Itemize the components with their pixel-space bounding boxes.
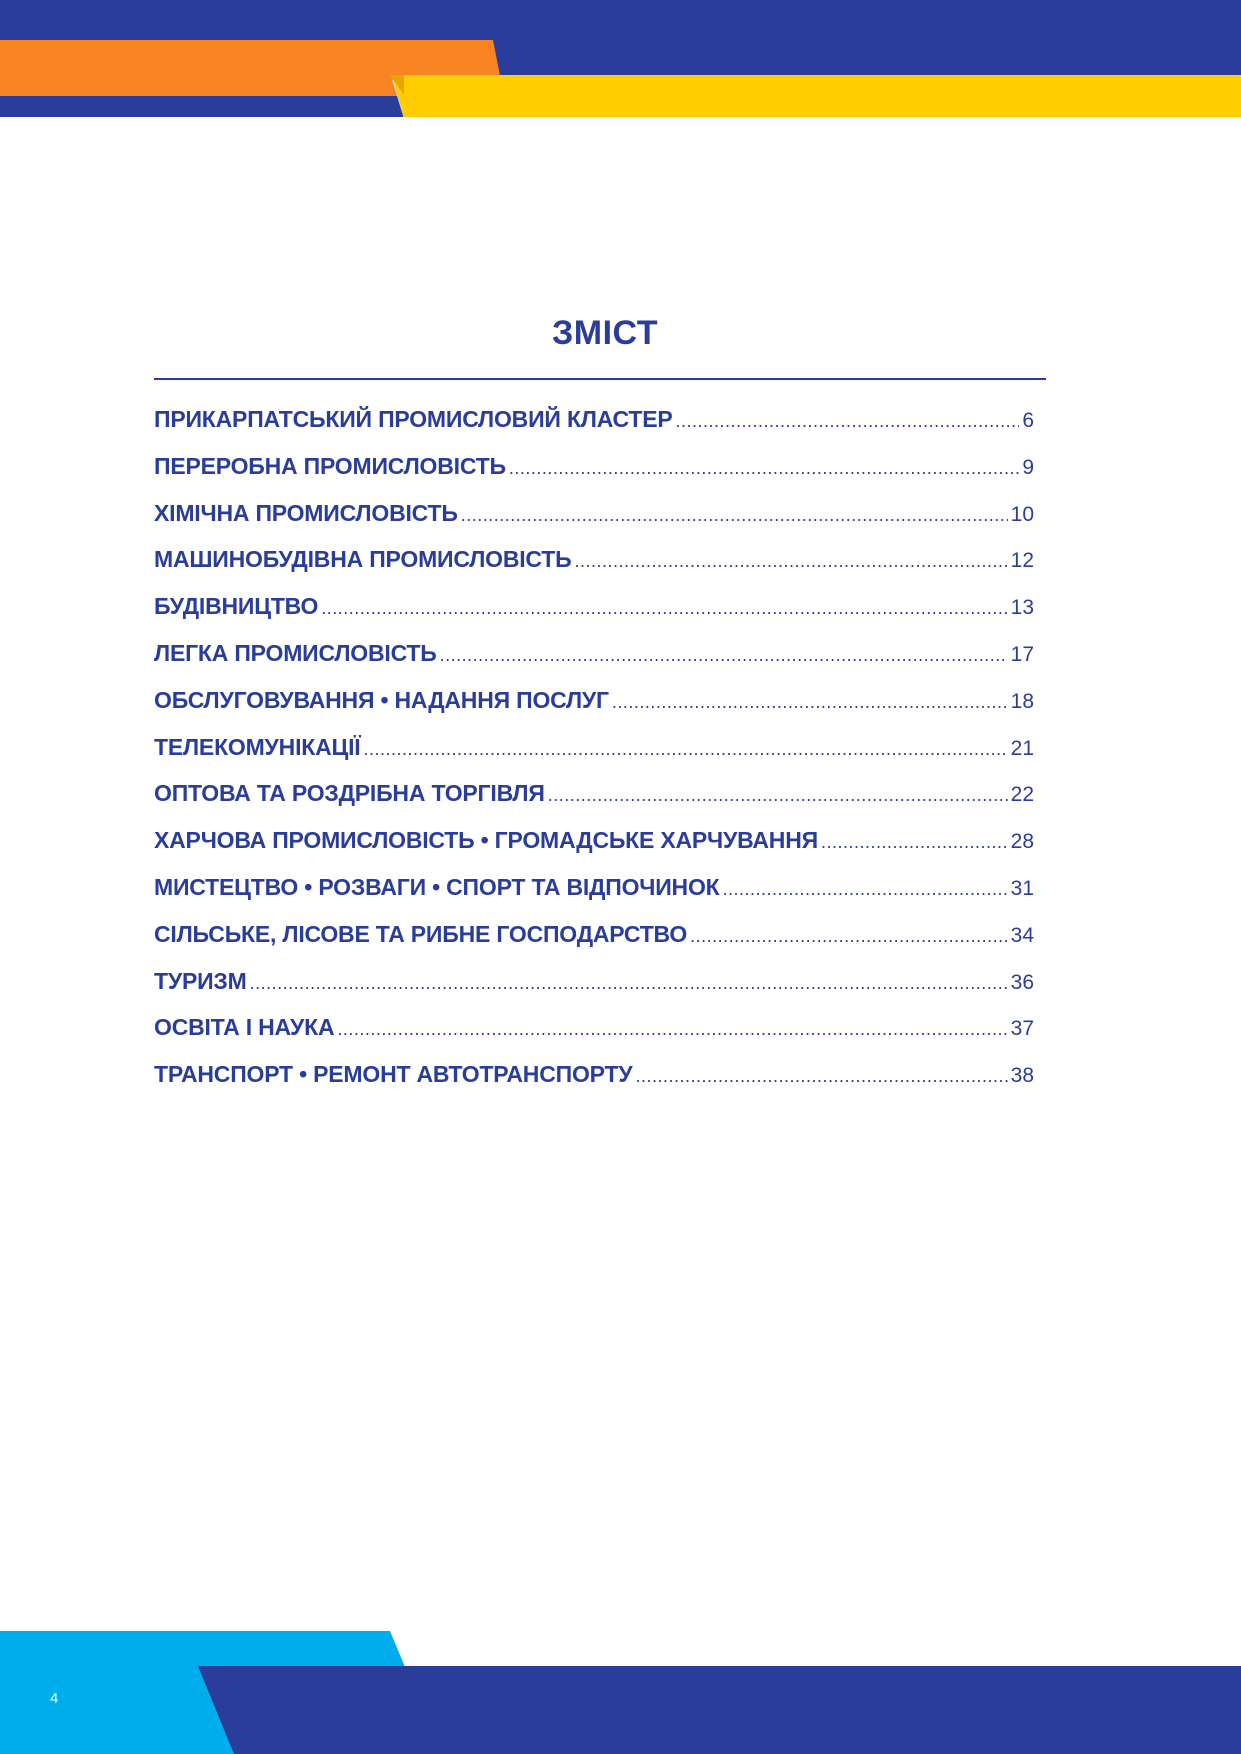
toc-entry-page: 21 xyxy=(1010,736,1034,760)
toc-dot-leader xyxy=(676,411,1020,432)
toc-entry[interactable] xyxy=(154,968,1034,1015)
toc-entry[interactable] xyxy=(154,453,1034,500)
toc-entry[interactable] xyxy=(154,921,1034,968)
toc-entry-page: 12 xyxy=(1010,549,1034,573)
toc-entry-label: ПРИКАРПАТСЬКИЙ ПРОМИСЛОВИЙ КЛАСТЕР xyxy=(154,406,673,432)
toc-entry[interactable] xyxy=(154,546,1034,593)
toc-entry[interactable] xyxy=(154,734,1034,781)
toc-entry-page: 37 xyxy=(1010,1017,1034,1041)
toc-entry-label: МАШИНОБУДІВНА ПРОМИСЛОВІСТЬ xyxy=(154,546,572,573)
toc-entry[interactable] xyxy=(154,780,1034,827)
toc-dot-leader xyxy=(440,645,1008,666)
toc-entry[interactable] xyxy=(154,593,1034,640)
toc-entry-label: ТУРИЗМ xyxy=(154,967,247,994)
toc-entry-page: 38 xyxy=(1010,1064,1034,1088)
toc-entry-label: МИСТЕЦТВО • РОЗВАГИ • СПОРТ ТА ВІДПОЧИНОК xyxy=(154,873,720,900)
toc-entry[interactable] xyxy=(154,827,1034,874)
toc-entry-label: ОПТОВА ТА РОЗДРІБНА ТОРГІВЛЯ xyxy=(154,780,545,807)
toc-entry-page: 28 xyxy=(1010,830,1034,854)
toc-dot-leader xyxy=(250,973,1008,994)
toc-entry-page: 13 xyxy=(1010,596,1034,620)
toc-dot-leader xyxy=(612,692,1008,713)
toc-dot-leader xyxy=(337,1019,1007,1040)
toc-entry-label: ОСВІТА І НАУКА xyxy=(154,1014,335,1041)
toc-entry[interactable] xyxy=(154,1061,1034,1108)
toc-entry[interactable] xyxy=(154,1014,1034,1061)
toc-entry-page: 22 xyxy=(1010,783,1034,807)
toc-entry-label: ОБСЛУГОВУВАННЯ • НАДАННЯ ПОСЛУГ xyxy=(154,686,609,713)
title-divider xyxy=(154,378,1046,380)
toc-entry[interactable] xyxy=(154,500,1034,547)
toc-entry-label: ПЕРЕРОБНА ПРОМИСЛОВІСТЬ xyxy=(154,452,506,479)
toc-entry-page: 10 xyxy=(1010,502,1034,526)
footer-blue-band xyxy=(198,1666,1241,1754)
toc-entry-label: ТРАНСПОРТ • РЕМОНТ АВТОТРАНСПОРТУ xyxy=(154,1061,633,1088)
toc-entry-page: 31 xyxy=(1010,876,1034,900)
toc-entry-page: 18 xyxy=(1010,689,1034,713)
toc-dot-leader xyxy=(321,598,1007,619)
toc-dot-leader xyxy=(461,505,1008,526)
toc-entry-label: БУДІВНИЦТВО xyxy=(154,593,319,620)
toc-entry-page: 9 xyxy=(1022,455,1034,479)
toc-entry-label: ХІМІЧНА ПРОМИСЛОВІСТЬ xyxy=(154,499,458,526)
toc-dot-leader xyxy=(363,739,1007,760)
toc-dot-leader xyxy=(821,832,1008,853)
toc-entry-page: 6 xyxy=(1022,409,1034,432)
toc-entry[interactable] xyxy=(154,406,1034,453)
toc-entry-label: ХАРЧОВА ПРОМИСЛОВІСТЬ • ГРОМАДСЬКЕ ХАРЧУВАННЯ xyxy=(154,827,818,854)
toc-entry-page: 17 xyxy=(1010,642,1034,666)
toc-entry-label: ТЕЛЕКОМУНІКАЦІЇ xyxy=(154,733,361,760)
toc-entry-label: СІЛЬСЬКЕ, ЛІСОВЕ ТА РИБНЕ ГОСПОДАРСТВО xyxy=(154,920,688,947)
toc-dot-leader xyxy=(548,785,1008,806)
table-of-contents xyxy=(154,310,1046,1108)
header-white-gap xyxy=(0,117,1241,147)
toc-dot-leader xyxy=(690,926,1008,947)
toc-dot-leader xyxy=(509,458,1019,479)
page-title: ЗМІСТ xyxy=(551,314,659,352)
toc-dot-leader xyxy=(574,551,1007,572)
toc-entry-page: 36 xyxy=(1010,970,1034,994)
toc-entry-page: 34 xyxy=(1010,923,1034,947)
toc-entry[interactable] xyxy=(154,640,1034,687)
toc-entry[interactable] xyxy=(154,874,1034,921)
page-number: 4 xyxy=(50,1690,59,1707)
toc-list xyxy=(154,406,1034,1108)
toc-dot-leader xyxy=(723,879,1008,900)
toc-entry-label: ЛЕГКА ПРОМИСЛОВІСТЬ xyxy=(154,639,437,666)
toc-entry[interactable] xyxy=(154,687,1034,734)
toc-dot-leader xyxy=(635,1066,1007,1087)
